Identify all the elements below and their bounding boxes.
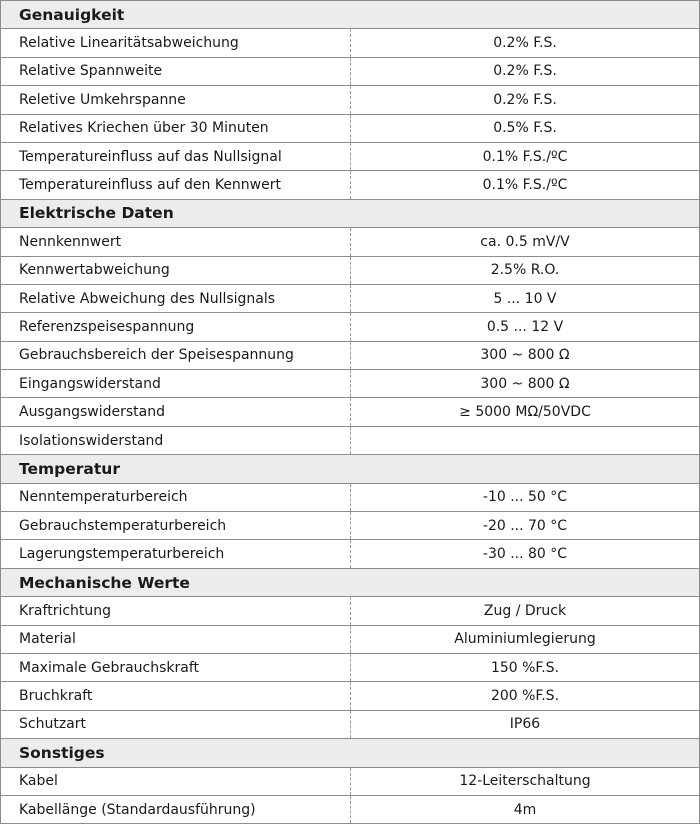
section-title: Temperatur <box>1 455 700 483</box>
spec-label: Maximale Gebrauchskraft <box>1 653 351 681</box>
spec-label: Kennwertabweichung <box>1 256 351 284</box>
section-title: Genauigkeit <box>1 1 700 29</box>
spec-value: Aluminiumlegierung <box>351 625 700 653</box>
spec-label: Referenzspeisespannung <box>1 313 351 341</box>
table-row <box>1 483 700 511</box>
spec-label: Kabellänge (Standardausführung) <box>1 795 351 823</box>
spec-value: ≥ 5000 MΩ/50VDC <box>351 398 700 426</box>
table-row <box>1 228 700 256</box>
section-title: Elektrische Daten <box>1 199 700 227</box>
spec-value: -10 ... 50 °C <box>351 483 700 511</box>
spec-value: 0.5 ... 12 V <box>351 313 700 341</box>
spec-value: 4m <box>351 795 700 823</box>
section-title: Mechanische Werte <box>1 568 700 596</box>
spec-label: Gebrauchstemperaturbereich <box>1 512 351 540</box>
spec-label: Relative Abweichung des Nullsignals <box>1 284 351 312</box>
table-row <box>1 398 700 426</box>
spec-label: Kraftrichtung <box>1 597 351 625</box>
spec-value: 0.1% F.S./ºC <box>351 142 700 170</box>
table-row <box>1 710 700 738</box>
spec-value: -20 ... 70 °C <box>351 512 700 540</box>
table-row <box>1 625 700 653</box>
table-row <box>1 114 700 142</box>
spec-value: 150 %F.S. <box>351 653 700 681</box>
spec-value: 12-Leiterschaltung <box>351 767 700 795</box>
table-row <box>1 767 700 795</box>
spec-label: Ausgangswiderstand <box>1 398 351 426</box>
table-row <box>1 171 700 199</box>
table-row <box>1 256 700 284</box>
table-row <box>1 313 700 341</box>
spec-label: Lagerungstemperaturbereich <box>1 540 351 568</box>
spec-label: Gebrauchsbereich der Speisespannung <box>1 341 351 369</box>
spec-label: Reletive Umkehrspanne <box>1 86 351 114</box>
specification-table-body <box>1 1 700 824</box>
table-row <box>1 426 700 454</box>
spec-value: 5 ... 10 V <box>351 284 700 312</box>
table-row <box>1 57 700 85</box>
table-row <box>1 795 700 823</box>
spec-label: Nennkennwert <box>1 228 351 256</box>
spec-value: Zug / Druck <box>351 597 700 625</box>
spec-label: Isolationswiderstand <box>1 426 351 454</box>
spec-value: 300 ~ 800 Ω <box>351 370 700 398</box>
section-header-row <box>1 568 700 596</box>
section-header-row <box>1 199 700 227</box>
table-row <box>1 682 700 710</box>
spec-label: Eingangswiderstand <box>1 370 351 398</box>
table-row <box>1 597 700 625</box>
table-row <box>1 142 700 170</box>
table-row <box>1 86 700 114</box>
table-row <box>1 29 700 57</box>
spec-label: Temperatureinfluss auf den Kennwert <box>1 171 351 199</box>
section-title: Sonstiges <box>1 739 700 767</box>
table-row <box>1 653 700 681</box>
spec-value: 200 %F.S. <box>351 682 700 710</box>
spec-value: 0.5% F.S. <box>351 114 700 142</box>
spec-label: Kabel <box>1 767 351 795</box>
spec-value: 0.1% F.S./ºC <box>351 171 700 199</box>
section-header-row <box>1 1 700 29</box>
spec-value: 300 ~ 800 Ω <box>351 341 700 369</box>
section-header-row <box>1 455 700 483</box>
spec-value: ca. 0.5 mV/V <box>351 228 700 256</box>
spec-label: Relative Spannweite <box>1 57 351 85</box>
spec-label: Schutzart <box>1 710 351 738</box>
spec-value: 0.2% F.S. <box>351 29 700 57</box>
spec-value: 0.2% F.S. <box>351 57 700 85</box>
spec-label: Material <box>1 625 351 653</box>
spec-label: Bruchkraft <box>1 682 351 710</box>
spec-label: Relatives Kriechen über 30 Minuten <box>1 114 351 142</box>
spec-value: -30 ... 80 °C <box>351 540 700 568</box>
section-header-row <box>1 739 700 767</box>
spec-value <box>351 426 700 454</box>
spec-label: Nenntemperaturbereich <box>1 483 351 511</box>
table-row <box>1 540 700 568</box>
table-row <box>1 512 700 540</box>
spec-value: IP66 <box>351 710 700 738</box>
spec-label: Relative Linearitätsabweichung <box>1 29 351 57</box>
spec-value: 2.5% R.O. <box>351 256 700 284</box>
table-row <box>1 341 700 369</box>
table-row <box>1 370 700 398</box>
table-row <box>1 284 700 312</box>
spec-label: Temperatureinfluss auf das Nullsignal <box>1 142 351 170</box>
spec-value: 0.2% F.S. <box>351 86 700 114</box>
